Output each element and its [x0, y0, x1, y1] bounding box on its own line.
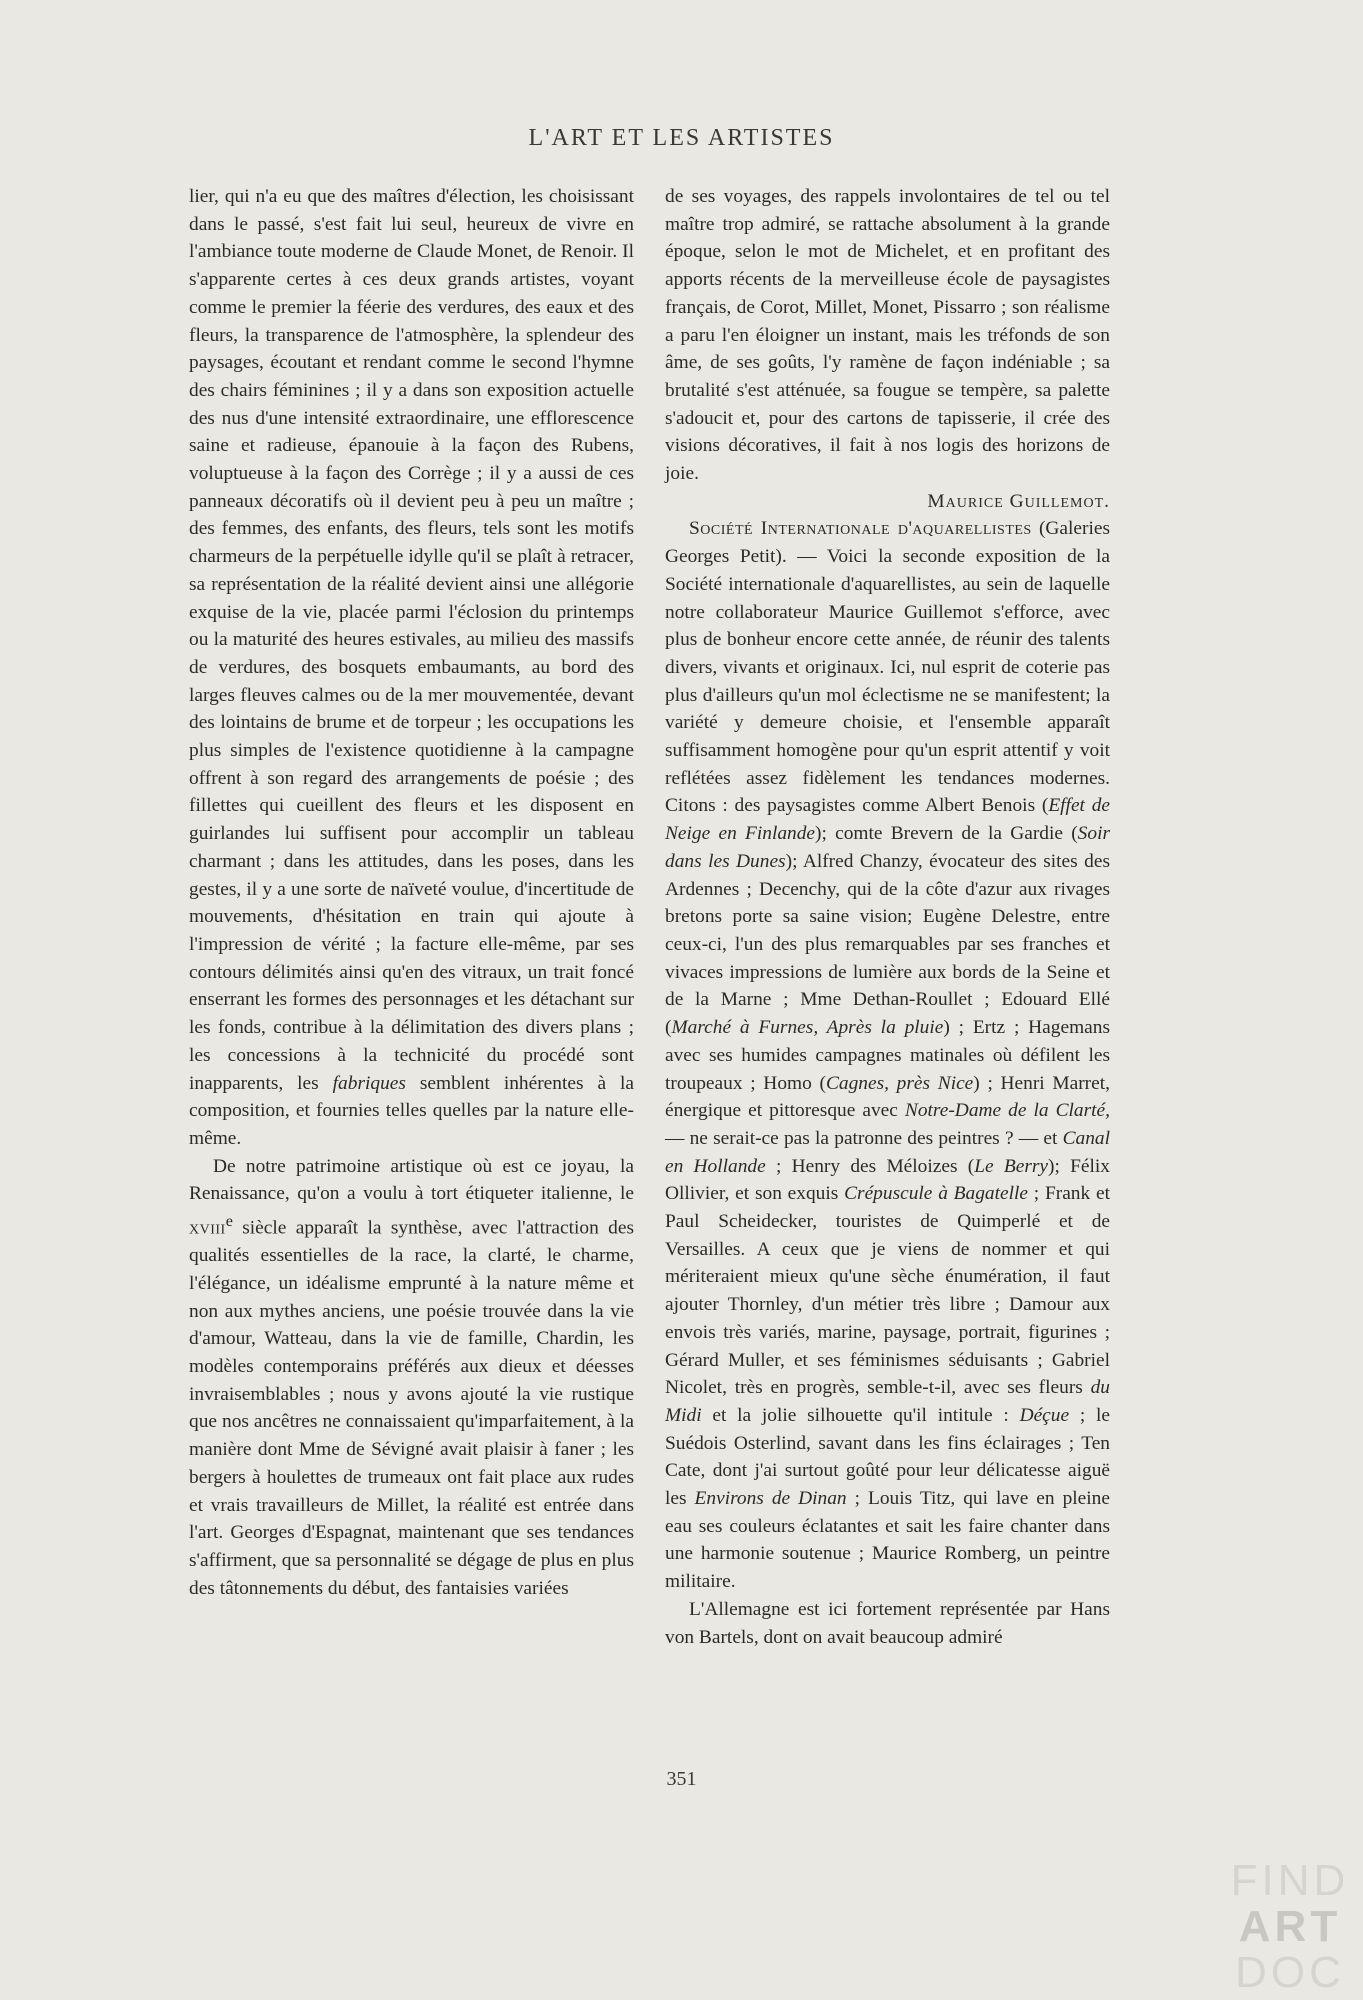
text-run: ) ; Henri Marret, énergique et pittoresque avec [665, 1072, 1110, 1122]
text-run: semblent inhérentes à la composition, et fournies telles quelles par la nature elle-même. [189, 1072, 634, 1149]
italic-text: Notre-Dame de la Clarté, [904, 1100, 1111, 1122]
paragraph: L'Allemagne est ici fortement représentée par Hans von Bartels, dont on avait beaucoup admiré [665, 1598, 1110, 1648]
section-heading: Société Internationale d'aquarellistes [689, 518, 1032, 540]
text-run: ; Louis Titz, qui lave en pleine eau ses couleurs éclatantes et sait les faire chanter dans une harmonie soutenue ; Maurice Romberg, un peintre militaire. [665, 1488, 1110, 1593]
running-header: L'ART ET LES ARTISTES [528, 125, 835, 151]
text-run: ); Alfred Chanzy, évocateur des sites des Ardennes ; Decenchy, qui de la côte d'azur aux rivages bretons porte sa saine vision; Eugène Delestre, entre ceux-ci, l'un des plus remarquables par ses franches et vivaces impressions de lumière aux bords de la Seine et de la Marne ; Mme Dethan-Roullet ; Edouard Ellé ( [665, 850, 1110, 1039]
paragraph [189, 183, 634, 1153]
text-run: ) ; Ertz ; Hagemans avec ses humides campagnes matinales où défilent les troupeaux ; Homo ( [665, 1017, 1110, 1094]
text-run: — ne serait-ce pas la patronne des peintres ? — et [665, 1127, 1063, 1149]
text-run: ; Henry des Méloizes ( [765, 1155, 975, 1177]
right-column [665, 183, 1110, 1651]
italic-text: Le Berry [974, 1155, 1049, 1177]
watermark-line: ART [1238, 1902, 1342, 1951]
text-run: ; le Suédois Osterlind, savant dans les fins éclairages ; Ten Cate, dont j'ai surtout goûté pour leur délicatesse aiguë les [665, 1404, 1111, 1510]
italic-text: fabriques [332, 1072, 406, 1094]
text-run: et la jolie silhouette qu'il intitule : [701, 1404, 1020, 1426]
italic-text: Cagnes, près Nice [825, 1072, 974, 1094]
page-number: 351 [666, 1768, 697, 1790]
italic-text: Environs de Dinan [694, 1488, 847, 1510]
text-run: siècle apparaît la synthèse, avec l'attraction des qualités essentielles de la race, la clarté, le charme, l'élégance, un idéalisme emprunté à la nature même et non aux mythes anciens, une poésie trouvée dans la vie d'amour, Watteau, dans la vie de famille, Chardin, les modèles contemporains préférés aux dieux et déesses invraisemblables ; nous y avons ajouté la vie rustique que nos ancêtres ne connaissaient qu'imparfaitement, à la manière dont Mme de Sévigné avait plaisir à faner ; les bergers à houlettes de trumeaux ont fait place aux rudes et vrais travailleurs de Millet, la réalité est entrée dans l'art. Georges d'Espagnat, maintenant que ses tendances s'affirment, que sa personnalité se dégage de plus en plus des tâtonnements du début, des fantaisies variées [189, 1217, 634, 1599]
text-run: (Galeries Georges Petit). — Voici la seconde exposition de la Société internationale d'aquarellistes, au sein de laquelle notre collaborateur Maurice Guillemot s'efforce, avec plus de bonheur encore cette année, de réunir des talents divers, vivants et originaux. Ici, nul esprit de coterie pas plus d'ailleurs qu'un mol éclectisme ne se manifestent; la variété y demeure choisie, et l'ensemble apparaît suffisamment homogène pour qu'un esprit attentif y voit reflétées assez fidèlement les tendances modernes. Citons : des paysagistes comme Albert Benois ( [665, 518, 1111, 817]
italic-text: Canal en Hollande [665, 1127, 1110, 1177]
text-run: ; Frank et Paul Scheidecker, touristes de Quimperlé et de Versailles. A ceux que je viens de nommer et qui mériteraient mieux qu'une sèche énumération, il faut ajouter Thornley, d'un métier très libre ; Damour aux envois très variés, marine, paysage, portrait, figurines ; Gérard Muller, et ses féminismes séduisants ; Gabriel Nicolet, très en progrès, semble-t-il, avec ses fleurs [665, 1183, 1110, 1399]
superscript: e [225, 1213, 233, 1231]
paragraph [189, 1153, 634, 1603]
italic-text: Crépuscule à Bagatelle [844, 1183, 1028, 1205]
italic-text: Marché à Furnes, Après la pluie [671, 1017, 944, 1039]
watermark-line: FIND [1230, 1856, 1350, 1905]
author-signature: Maurice Guillemot. [927, 490, 1110, 512]
century-numeral: xviii [189, 1217, 226, 1239]
paragraph [665, 515, 1110, 1595]
italic-text: Effet de Neige en Finlande [665, 795, 1110, 845]
findartdoc-watermark [1225, 1858, 1355, 1996]
text-run: ); comte Brevern de la Gardie ( [815, 823, 1078, 845]
text-run: lier, qui n'a eu que des maîtres d'élection, les choisissant dans le passé, s'est fait lui seul, heureux de vivre en l'ambiance toute moderne de Claude Monet, de Renoir. Il s'apparente certes à ces deux grands artistes, voyant comme le premier la féerie des verdures, des eaux et des fleurs, la transparence de l'atmosphère, la splendeur des paysages, écoutant et rendant comme le second l'hymne des chairs féminines ; il y a dans son exposition actuelle des nus d'une intensité extraordinaire, une efflorescence saine et radieuse, épanouie à la façon des Rubens, voluptueuse à la façon des Corrège ; il y a aussi de ces panneaux décoratifs où il devient peu à peu un maître ; des femmes, des enfants, des fleurs, tels sont les motifs charmeurs de la perpétuelle idylle qu'il se plaît à retracer, sa représentation de la réalité devient ainsi une allégorie exquise de la vie, placée parmi l'éclosion du printemps ou la maturité des heures estivales, au milieu des massifs de verdures, des bosquets embaumants, au bord des larges fleuves calmes ou de la mer mouvementée, devant des lointains de brume et de torpeur ; les occupations les plus simples de l'existence quotidienne à la campagne offrent à son regard des arrangements de poésie ; des fillettes qui cueillent des fleurs et les disposent en guirlandes lui suffisent pour accomplir un tableau charmant ; dans les attitudes, dans les poses, dans les gestes, il y a une sorte de naïveté voulue, d'incertitude de mouvements, d'hésitation en train qui ajoute à l'impression de vérité ; la facture elle-même, par ses contours délimités ainsi qu'en des vitraux, un trait foncé enserrant les formes des personnages et les détachant sur les fonds, contribue à la délimitation des divers plans ; les concessions à la technicité du procédé sont inapparents, les [189, 186, 634, 1094]
text-run: ); Félix Ollivier, et son exquis [665, 1155, 1110, 1205]
italic-text: Déçue [1019, 1404, 1070, 1426]
watermark-line: DOC [1235, 1948, 1345, 1997]
text-run: De notre patrimoine artistique où est ce joyau, la Renaissance, qu'on a voulu à tort étiqueter italienne, le [189, 1155, 634, 1205]
left-column [189, 183, 634, 1602]
italic-text: du Midi [665, 1377, 1110, 1426]
italic-text: Soir dans les Dunes [665, 823, 1110, 872]
paragraph: de ses voyages, des rappels involontaires de tel ou tel maître trop admiré, se rattache absolument à la grande époque, selon le mot de Michelet, et en profitant des apports récents de la merveilleuse école de paysagistes français, de Corot, Millet, Monet, Pissarro ; son réalisme a paru l'en éloigner un instant, mais les tréfonds de son âme, de ses goûts, l'y ramène de façon indéniable ; sa brutalité s'est atténuée, sa fougue se tempère, sa palette s'adoucit et, pour des cartons de tapisserie, il crée des visions décoratives, il fait à nos logis des horizons de joie. [665, 186, 1110, 485]
